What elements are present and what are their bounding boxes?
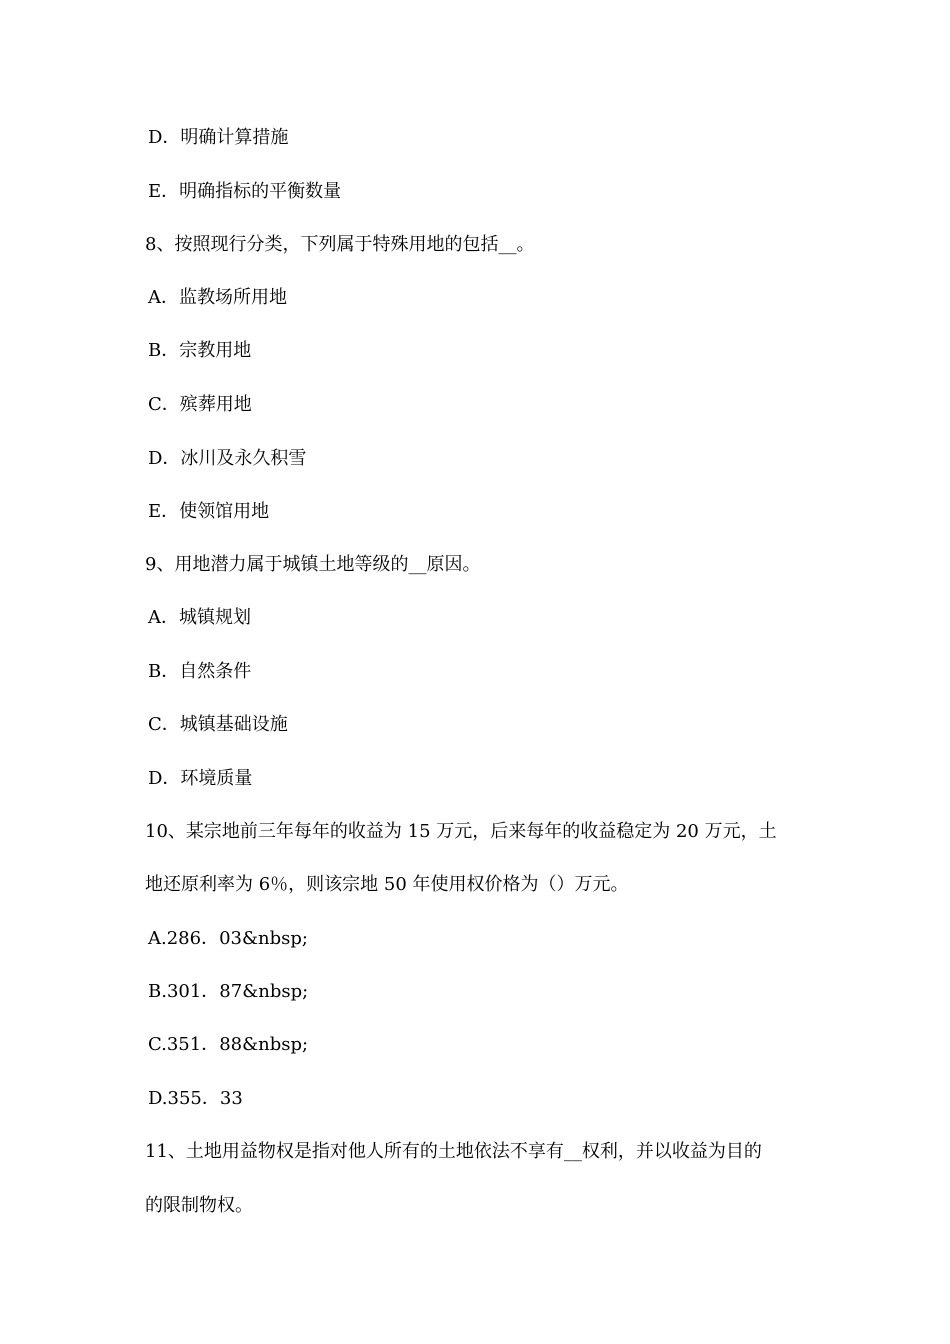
option-d-q9: D．环境质量 bbox=[148, 768, 253, 789]
option-c-q10: C.351．88&nbsp; bbox=[148, 1034, 309, 1055]
option-a-q9: A．城镇规划 bbox=[148, 607, 251, 628]
question-9: 9、用地潜力属于城镇土地等级的__原因。 bbox=[145, 554, 481, 575]
option-d-q10: D.355．33 bbox=[148, 1088, 243, 1109]
option-c-q8: C．殡葬用地 bbox=[148, 394, 252, 415]
option-d-q8: D．冰川及永久积雪 bbox=[148, 448, 307, 469]
question-10-line-1: 10、某宗地前三年每年的收益为 15 万元，后来每年的收益稳定为 20 万元，土 bbox=[145, 821, 777, 842]
question-11-line-1: 11、土地用益物权是指对他人所有的土地依法不享有__权利，并以收益为目的 bbox=[145, 1141, 762, 1162]
option-a-q8: A．监教场所用地 bbox=[148, 287, 287, 308]
option-e-q7: E．明确指标的平衡数量 bbox=[148, 181, 342, 202]
option-c-q9: C．城镇基础设施 bbox=[148, 714, 288, 735]
question-8: 8、按照现行分类，下列属于特殊用地的包括__。 bbox=[145, 234, 535, 255]
option-e-q8: E．使领馆用地 bbox=[148, 501, 270, 522]
option-a-q10: A.286．03&nbsp; bbox=[148, 928, 308, 949]
option-b-q8: B．宗教用地 bbox=[148, 340, 252, 361]
option-b-q9: B．自然条件 bbox=[148, 661, 252, 682]
question-10-line-2: 地还原利率为 6％，则该宗地 50 年使用权价格为（）万元。 bbox=[145, 874, 629, 895]
option-d-q7: D．明确计算措施 bbox=[148, 127, 289, 148]
question-11-line-2: 的限制物权。 bbox=[145, 1195, 253, 1216]
option-b-q10: B.301．87&nbsp; bbox=[148, 981, 309, 1002]
